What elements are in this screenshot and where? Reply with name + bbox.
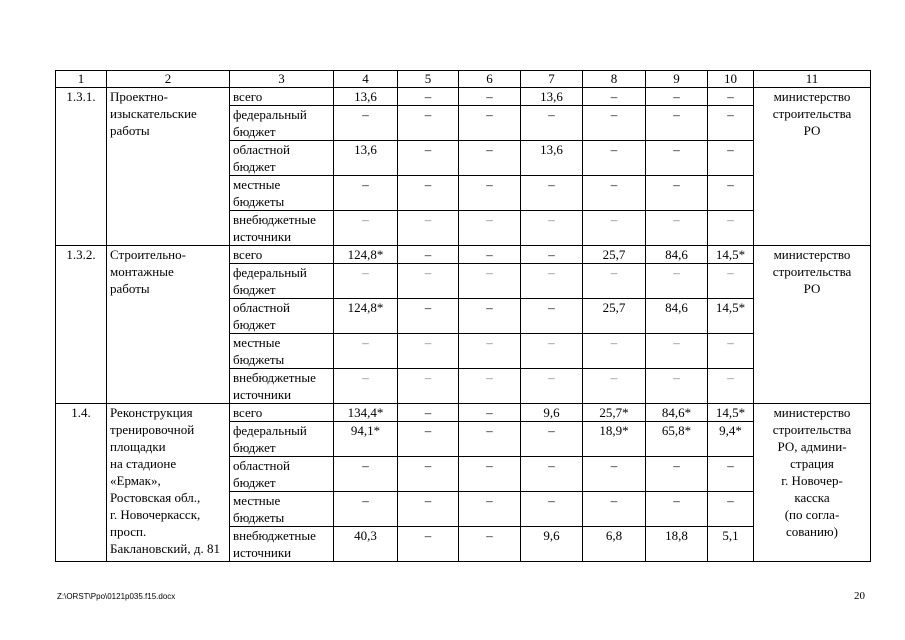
column-header: 3	[230, 71, 334, 88]
responsible-party: министерство строительства РО, админи- страция г. Новочер- касска (по согла- сованию)	[754, 404, 871, 562]
value-cell: 14,5*	[708, 404, 754, 422]
value-cell: –	[646, 88, 708, 106]
value-cell: –	[583, 211, 646, 246]
value-cell: –	[646, 211, 708, 246]
value-cell: 40,3	[334, 527, 398, 562]
column-header: 1	[56, 71, 107, 88]
item-name: Строительно- монтажные работы	[107, 246, 230, 404]
responsible-party: министерство строительства РО	[754, 246, 871, 404]
value-cell: –	[398, 334, 459, 369]
value-cell: –	[398, 246, 459, 264]
value-cell: –	[521, 299, 583, 334]
funding-source: федеральный бюджет	[230, 106, 334, 141]
funding-source: внебюджетные источники	[230, 211, 334, 246]
funding-source: местные бюджеты	[230, 334, 334, 369]
responsible-party: министерство строительства РО	[754, 88, 871, 246]
value-cell: –	[398, 211, 459, 246]
table-row	[56, 88, 871, 106]
value-cell: –	[398, 176, 459, 211]
value-cell: –	[521, 211, 583, 246]
column-header: 4	[334, 71, 398, 88]
value-cell: 5,1	[708, 527, 754, 562]
value-cell: –	[583, 88, 646, 106]
value-cell: –	[459, 369, 521, 404]
funding-source: областной бюджет	[230, 457, 334, 492]
value-cell: 84,6*	[646, 404, 708, 422]
item-name: Проектно- изыскательские работы	[107, 88, 230, 246]
value-cell: 65,8*	[646, 422, 708, 457]
value-cell: –	[521, 492, 583, 527]
value-cell: –	[521, 264, 583, 299]
value-cell: 13,6	[521, 141, 583, 176]
value-cell: 6,8	[583, 527, 646, 562]
value-cell: 18,8	[646, 527, 708, 562]
value-cell: –	[708, 264, 754, 299]
value-cell: –	[708, 176, 754, 211]
value-cell: –	[334, 264, 398, 299]
value-cell: 25,7	[583, 246, 646, 264]
value-cell: –	[334, 211, 398, 246]
value-cell: –	[521, 176, 583, 211]
table-row	[56, 404, 871, 422]
value-cell: –	[459, 264, 521, 299]
value-cell: –	[521, 106, 583, 141]
column-header: 9	[646, 71, 708, 88]
value-cell: –	[708, 141, 754, 176]
value-cell: –	[459, 88, 521, 106]
value-cell: 94,1*	[334, 422, 398, 457]
budget-table	[55, 70, 871, 562]
value-cell: –	[708, 334, 754, 369]
value-cell: 84,6	[646, 299, 708, 334]
value-cell: –	[334, 334, 398, 369]
footer-file-path: Z:\ORST\Ppo\0121p035.f15.docx	[57, 592, 176, 601]
value-cell: 13,6	[334, 141, 398, 176]
value-cell: –	[398, 141, 459, 176]
value-cell: –	[398, 492, 459, 527]
value-cell: –	[459, 106, 521, 141]
value-cell: –	[583, 334, 646, 369]
value-cell: 134,4*	[334, 404, 398, 422]
value-cell: –	[398, 369, 459, 404]
value-cell: –	[646, 141, 708, 176]
value-cell: –	[334, 106, 398, 141]
value-cell: –	[583, 106, 646, 141]
value-cell: –	[583, 141, 646, 176]
funding-source: местные бюджеты	[230, 492, 334, 527]
item-code: 1.4.	[56, 404, 107, 562]
value-cell: 84,6	[646, 246, 708, 264]
column-header: 10	[708, 71, 754, 88]
item-code: 1.3.1.	[56, 88, 107, 246]
value-cell: 9,6	[521, 527, 583, 562]
value-cell: –	[646, 264, 708, 299]
value-cell: –	[521, 334, 583, 369]
item-name: Реконструкция тренировочной площадки на стадионе «Ермак», Ростовская обл., г. Новочеркасск, просп. Баклановский, д. 81	[107, 404, 230, 562]
value-cell: –	[459, 211, 521, 246]
value-cell: –	[521, 369, 583, 404]
value-cell: –	[459, 141, 521, 176]
value-cell: 9,6	[521, 404, 583, 422]
value-cell: –	[459, 334, 521, 369]
value-cell: –	[398, 457, 459, 492]
column-header: 11	[754, 71, 871, 88]
value-cell: –	[583, 492, 646, 527]
value-cell: –	[646, 457, 708, 492]
value-cell: 14,5*	[708, 299, 754, 334]
column-header: 5	[398, 71, 459, 88]
value-cell: –	[398, 106, 459, 141]
value-cell: –	[334, 457, 398, 492]
value-cell: –	[398, 527, 459, 562]
funding-source: областной бюджет	[230, 141, 334, 176]
value-cell: –	[708, 106, 754, 141]
value-cell: –	[521, 246, 583, 264]
value-cell: –	[521, 457, 583, 492]
value-cell: –	[646, 176, 708, 211]
header-row	[56, 71, 871, 88]
funding-source: внебюджетные источники	[230, 527, 334, 562]
value-cell: 18,9*	[583, 422, 646, 457]
value-cell: –	[398, 88, 459, 106]
value-cell: –	[459, 176, 521, 211]
value-cell: –	[708, 369, 754, 404]
value-cell: –	[398, 404, 459, 422]
item-code: 1.3.2.	[56, 246, 107, 404]
value-cell: –	[646, 492, 708, 527]
value-cell: –	[708, 457, 754, 492]
value-cell: –	[708, 88, 754, 106]
value-cell: –	[583, 369, 646, 404]
funding-source: местные бюджеты	[230, 176, 334, 211]
page-number: 20	[854, 590, 865, 602]
column-header: 6	[459, 71, 521, 88]
table-row	[56, 246, 871, 264]
value-cell: –	[398, 264, 459, 299]
value-cell: 124,8*	[334, 299, 398, 334]
value-cell: –	[459, 299, 521, 334]
value-cell: –	[646, 369, 708, 404]
value-cell: –	[398, 299, 459, 334]
funding-source: федеральный бюджет	[230, 422, 334, 457]
column-header: 8	[583, 71, 646, 88]
value-cell: –	[398, 422, 459, 457]
value-cell: –	[521, 422, 583, 457]
value-cell: 25,7*	[583, 404, 646, 422]
value-cell: –	[459, 404, 521, 422]
value-cell: –	[583, 457, 646, 492]
value-cell: –	[459, 457, 521, 492]
value-cell: –	[334, 176, 398, 211]
column-header: 2	[107, 71, 230, 88]
value-cell: –	[583, 176, 646, 211]
value-cell: –	[459, 422, 521, 457]
value-cell: 13,6	[334, 88, 398, 106]
value-cell: –	[708, 211, 754, 246]
funding-source: всего	[230, 404, 334, 422]
value-cell: –	[646, 106, 708, 141]
value-cell: 124,8*	[334, 246, 398, 264]
value-cell: –	[708, 492, 754, 527]
value-cell: 13,6	[521, 88, 583, 106]
value-cell: –	[646, 334, 708, 369]
value-cell: 25,7	[583, 299, 646, 334]
funding-source: областной бюджет	[230, 299, 334, 334]
funding-source: всего	[230, 246, 334, 264]
value-cell: –	[583, 264, 646, 299]
column-header: 7	[521, 71, 583, 88]
value-cell: –	[334, 492, 398, 527]
value-cell: –	[334, 369, 398, 404]
value-cell: –	[459, 246, 521, 264]
value-cell: 14,5*	[708, 246, 754, 264]
value-cell: –	[459, 492, 521, 527]
funding-source: внебюджетные источники	[230, 369, 334, 404]
funding-source: всего	[230, 88, 334, 106]
value-cell: –	[459, 527, 521, 562]
value-cell: 9,4*	[708, 422, 754, 457]
funding-source: федеральный бюджет	[230, 264, 334, 299]
